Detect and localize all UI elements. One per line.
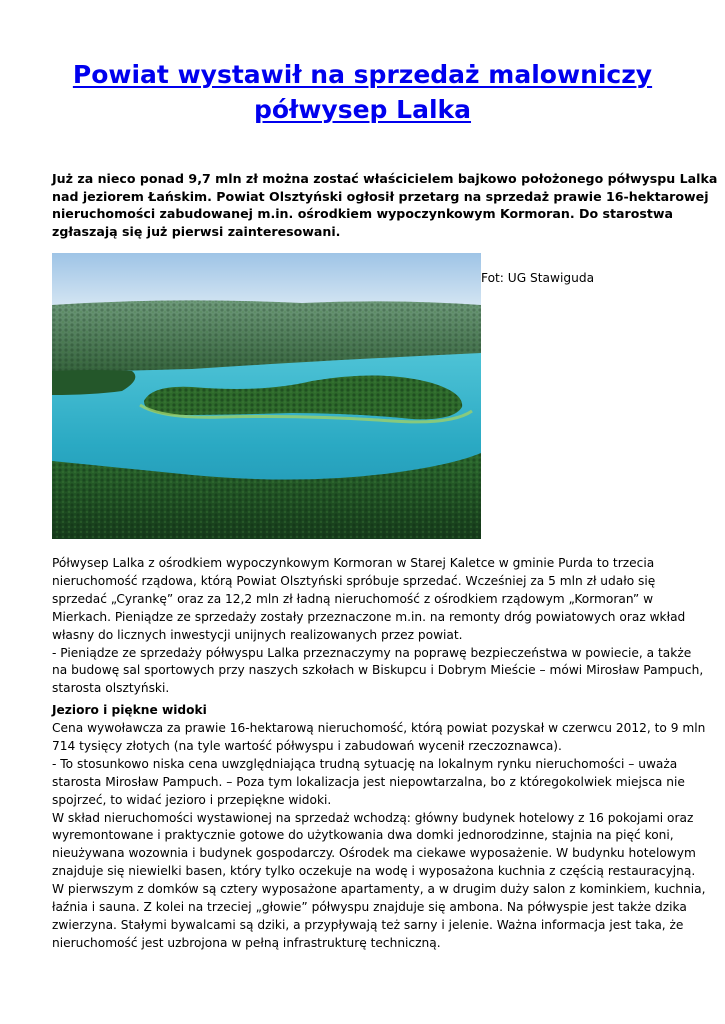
paragraph-line: 714 tysięcy złotych (na tyle wartość półwyspu i zabudowań wycenił rzeczoznawca). (52, 738, 562, 753)
paragraph-line: - To stosunkowo niska cena uwzględniająca trudną sytuację na lokalnym rynku nieruchomości – uważa (52, 756, 678, 771)
lead-line: Już za nieco ponad 9,7 mln zł można zostać właścicielem bajkowo położonego półwyspu Lalka (52, 171, 718, 186)
paragraph-line: - Pieniądze ze sprzedaży półwyspu Lalka przeznaczymy na poprawę bezpieczeństwa w powiecie, a także (52, 645, 692, 660)
paragraph-line: Cena wywoławcza za prawie 16-hektarową nieruchomość, którą powiat pozyskał w czerwcu 2012, to 9 mln (52, 721, 706, 735)
paragraph-line: znajduje się niewielki basen, który tylko oczekuje na wodę i wyposażona kuchnia z częścią restauracyjną. (52, 864, 696, 879)
article-title-link[interactable] (60, 57, 665, 127)
paragraph-line: nieruchomość rządowa, którą Powiat Olsztyński spróbuje sprzedać. Wcześniej za 5 mln zł udało się (52, 573, 656, 588)
paragraph-line: starosta Mirosław Pampuch. – Poza tym lokalizacja jest niepowtarzalna, bo z któregokolwiek miejsca nie (52, 774, 685, 789)
paragraph-line: na budowę sal sportowych przy naszych szkołach w Biskupcu i Dobrym Mieście – mówi Mirosław Pampuch, (52, 663, 704, 678)
paragraph-line: sprzedać „Cyrankę” oraz za 12,2 mln zł ładną nieruchomość z ośrodkiem rządowym „Kormoran” w (52, 591, 654, 606)
lead-line: nieruchomości zabudowanej m.in. ośrodkiem wypoczynkowym Kormoran. Do starostwa (52, 206, 674, 222)
paragraph-1 (52, 555, 704, 698)
paragraph-line: łaźnia i sauna. Z kolei na trzeciej „głowie” półwyspu znajduje się ambona. Na półwyspie jest także dzika (52, 900, 687, 915)
article-lead (52, 170, 718, 241)
paragraph-line: wyremontowane i praktycznie gotowe do użytkowania dwa domki jednorodzinne, stajnia na pięć koni, (52, 828, 674, 843)
paragraph-2 (52, 720, 706, 953)
article-title-line-1[interactable]: Powiat wystawił na sprzedaż malowniczy (72, 60, 653, 89)
paragraph-line: W pierwszym z domków są cztery wyposażone apartamenty, a w drugim duży salon z kominkiem, kuchnia, (52, 882, 706, 897)
paragraph-line: W skład nieruchomości wystawionej na sprzedaż wchodzą: główny budynek hotelowy z 16 pokojami oraz (52, 810, 694, 825)
paragraph-line: zwierzyna. Stałymi bywalcami są dziki, a przypływają też sarny i jelenie. Ważna informacja jest taka, że (52, 917, 684, 932)
paragraph-line: starosta olsztyński. (52, 681, 170, 696)
paragraph-line: Półwysep Lalka z ośrodkiem wypoczynkowym Kormoran w Starej Kaletce w gminie Purda to trzecia (52, 556, 655, 570)
paragraph-line: własny do licznych inwestycji unijnych realizowanych przez powiat. (52, 627, 463, 642)
paragraph-line: nieużywana wozownia i budynek gospodarczy. Ośrodek ma ciekawe wyposażenie. W budynku hotelowym (52, 846, 696, 861)
article-title-line-2[interactable]: półwysep Lalka (253, 95, 472, 124)
lead-line: nad jeziorem Łańskim. Powiat Olsztyński ogłosił przetarg na sprzedaż prawie 16-hektarowej (52, 188, 709, 204)
paragraph-line: nieruchomość jest uzbrojona w pełną infrastrukturę techniczną. (52, 935, 441, 950)
lead-line: zgłaszają się już pierwsi zainteresowani. (52, 224, 341, 240)
section-heading: Jezioro i piękne widoki (52, 703, 207, 717)
photo-caption: Fot: UG Stawiguda (481, 271, 595, 285)
lake-peninsula-photo (52, 253, 481, 539)
paragraph-line: spojrzeć, to widać jezioro i przepiękne widoki. (52, 792, 332, 807)
paragraph-line: Mierkach. Pieniądze ze sprzedaży zostały przeznaczone m.in. na remonty dróg powiatowych oraz wkład (52, 609, 686, 624)
